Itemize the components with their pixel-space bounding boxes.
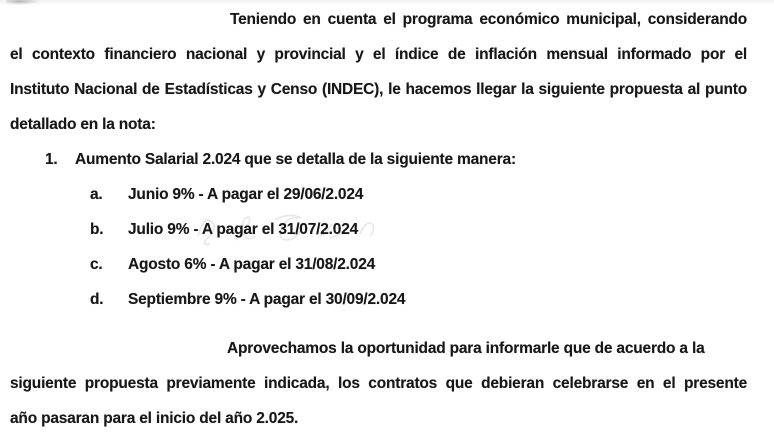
paragraph-line [10,37,747,72]
list-letter: d. [90,291,104,308]
list-item-text: Septiembre 9% - A pagar el 30/09/2.024 [128,291,406,308]
list-letter: c. [90,256,103,273]
list-letter: a. [90,186,103,203]
paragraph-text: Aprovechamos la oportunidad para informarle que de acuerdo a la [227,340,705,357]
paragraph-text: siguiente propuesta previamente indicada, los contratos que debieran celebrarse en el presente [10,375,747,392]
paragraph-line [10,366,747,401]
paragraph-text: Teniendo en cuenta el programa económico municipal, considerando [230,11,747,28]
paragraph-intro [10,2,747,142]
paragraph-line [10,401,747,436]
paragraph-text: detallado en la nota: [10,116,156,133]
list-item-text: Agosto 6% - A pagar el 31/08/2.024 [128,256,376,273]
list-item-text: Junio 9% - A pagar el 29/06/2.024 [128,186,364,203]
scanned-document-page [10,2,747,436]
list-number: 1. [45,151,58,168]
salary-increase-list [10,142,747,317]
list-item [10,247,747,282]
list-title: Aumento Salarial 2.024 que se detalla de la siguiente manera: [75,151,516,168]
paragraph-text: el contexto financiero nacional y provincial y el índice de inflación mensual informado por el [10,46,747,63]
list-item [10,212,747,247]
list-item-text: Julio 9% - A pagar el 31/07/2.024 [128,221,359,238]
paragraph-line [10,2,747,37]
paragraph-line [10,107,747,142]
list-item [10,282,747,317]
list-item [10,177,747,212]
paragraph-line [10,72,747,107]
paragraph-closing [10,331,747,436]
list-letter: b. [90,221,104,238]
paragraph-text: año pasaran para el inicio del año 2.025. [10,410,299,427]
list-item-main [10,142,747,177]
paragraph-text: Instituto Nacional de Estadísticas y Censo (INDEC), le hacemos llegar la siguiente propuesta al punto [10,81,747,98]
paragraph-line [10,331,747,366]
